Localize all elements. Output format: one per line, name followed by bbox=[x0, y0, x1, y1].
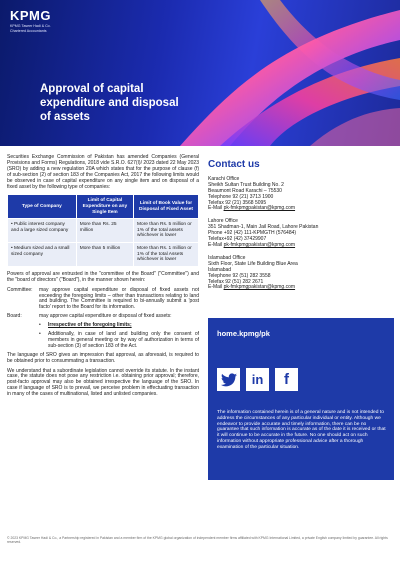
table-cell: More than 5 million bbox=[76, 243, 133, 267]
bullet-dot: • bbox=[39, 322, 41, 329]
email-link[interactable]: pk-fmkpmgpakistan@kpmg.com bbox=[223, 284, 296, 291]
bullet-dot: • bbox=[11, 246, 15, 251]
email-link[interactable]: pk-fmkpmgpakistan@kpmg.com bbox=[223, 241, 296, 248]
email-link[interactable]: pk-fmkpmgpakistan@kpmg.com bbox=[223, 205, 296, 212]
limits-table bbox=[7, 194, 199, 266]
table-header: Limit of Capital Expenditure on any Single Item bbox=[76, 195, 133, 219]
disclaimer-text: The information contained herein is of a general nature and is not intended to address the circumstances of any particular individual or entity. Although we endeavor to provide accurate and timely information, there can be no guarantee that such information is accurate as of the date it is received or that it will continue to be accurate in the future. No one should act on such information without appropriate professional advice after a thorough examination of the particular situation. bbox=[217, 410, 386, 450]
board-definition bbox=[7, 314, 199, 350]
bullet-dot: • bbox=[11, 222, 15, 228]
table-cell: More than Rs. 1 million or 1% of the total Assets whichever is lower bbox=[134, 243, 199, 267]
committee-term: Committee: bbox=[7, 286, 33, 293]
social-links bbox=[217, 368, 298, 391]
karachi-office: Karachi Office Sheikh Sultan Trust Building No. 2 Beaumont Road Karachi – 75530 Telephone 92 (21) 3713 1900 Telefax 92 (21) 3568 5095 E-Mail pk-fmkpmgpakistan@kpmg.com bbox=[208, 175, 296, 212]
powers-paragraph: Powers of approval are entrusted in the "committee of the Board" ("Committee") and the "board of directors" ("Board"), in the manner shown herein: bbox=[7, 270, 199, 283]
committee-desc: may approve capital expenditure or disposal of fixed assets not exceeding the foregoing limits – other than transactions relating to land and building. The Committee is required to bi-annually submit a 'post facto' report to the Board for its information. bbox=[39, 286, 199, 311]
abstract-art bbox=[160, 0, 400, 146]
understanding-paragraph: We understand that a subordinate legislation cannot override its statute. In the instant case, the statute does not pose any restriction i.e. obtaining prior approval; therefore, post-facto approval may also be obtained irrespective the language of the SRO. In case if language of SRO is to prevail, we perceive problem in effectuating transaction in many of the cases of multinational, listed and unlisted companies. bbox=[7, 367, 199, 398]
twitter-icon[interactable] bbox=[217, 368, 240, 391]
website-link[interactable]: home.kpmg/pk bbox=[217, 329, 270, 338]
committee-definition bbox=[7, 288, 199, 312]
page-title: Approval of capital expenditure and disposal of assets bbox=[40, 83, 179, 123]
language-paragraph: The language of SRO gives an impression that approval, as aforesaid, is required to be obtained prior to consummating a transaction. bbox=[7, 351, 199, 364]
facebook-icon[interactable]: f bbox=[275, 368, 298, 391]
list-item: • Irrespective of the foregoing limits; bbox=[39, 322, 132, 329]
table-header-row bbox=[8, 195, 199, 219]
intro-paragraph: Securities Exchange Commission of Pakistan has amended Companies (General Provisions and Forms) Regulations, 2018 vide S.R.O. 627(I)/ 2023 dated 22 May 2023 (SRO) by adding a new regulation 20A which states that for the purpose of clause (f) of sub-section (2) of section 183 of the Companies Act, 2017 the following limits would be observed in case of capital expenditure on any single item and on disposal of a fixed asset by the following type of companies: bbox=[7, 154, 199, 190]
table-header: Type of Company bbox=[8, 195, 77, 219]
contact-title: Contact us bbox=[208, 159, 260, 170]
contact-section bbox=[208, 159, 394, 298]
table-cell: • Public interest company and a large sized company bbox=[8, 219, 77, 243]
board-desc: may approve capital expenditure or disposal of fixed assets: bbox=[39, 313, 172, 320]
table-cell: More than Rs. 25 million bbox=[76, 219, 133, 243]
info-box bbox=[208, 318, 394, 480]
firm-name: KPMG Taseer Hadi & Co. Chartered Accountants bbox=[10, 24, 51, 33]
lahore-office: Lahore Office 351 Shadman-1, Main Jail Road, Lahore Pakistan Phone +92 (42) 111-KPMGTH (576484) Telefax+92 (42) 37429907 E-Mail pk-fmkpmgpakistan@kpmg.com bbox=[208, 218, 319, 248]
board-term: Board: bbox=[7, 313, 22, 320]
table-cell: • Medium sized and a small sized company bbox=[8, 243, 77, 267]
islamabad-office: Islamabad Office Sixth Floor, State Life Building Blue Area Islamabad Telephone 92 (51) 282 3558 Telefax 92 (51) 282 2671 E-Mail pk-fmkpmgpakistan@kpmg.com bbox=[208, 254, 298, 291]
linkedin-icon[interactable]: in bbox=[246, 368, 269, 391]
hero-banner bbox=[0, 0, 400, 146]
kpmg-logo: KPMG bbox=[10, 8, 51, 23]
table-cell: More than Rs. 5 million or 1% of the total assets whichever is lower bbox=[134, 219, 199, 243]
table-row bbox=[8, 219, 199, 243]
table-row bbox=[8, 243, 199, 267]
bullet-dot: • bbox=[39, 331, 41, 338]
table-header: Limit of Book Value for Disposal of Fixed Asset bbox=[134, 195, 199, 219]
list-item: • Additionally, in case of land and building only the consent of members in general meeting or by way of authorization in terms of sub-section (3) of section 183 of the Act. bbox=[39, 331, 199, 349]
copyright-footer: © 2023 KPMG Taseer Hadi & Co., a Partnership registered in Pakistan and a member firm of the KPMG global organization of independent member firms affiliated with KPMG International Limited, a private English company limited by guarantee. All rights reserved. bbox=[7, 536, 388, 545]
main-article bbox=[7, 155, 199, 402]
